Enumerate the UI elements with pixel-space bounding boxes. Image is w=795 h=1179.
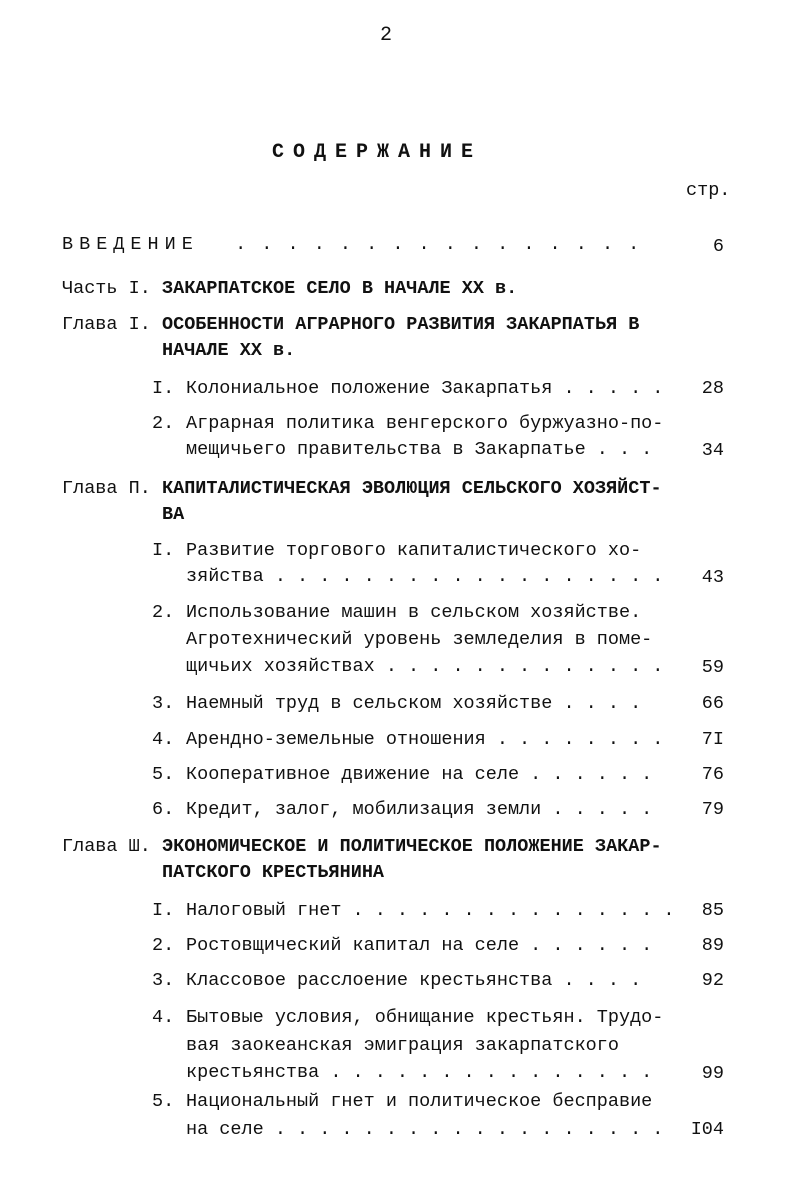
chapter1-label: Глава I.: [62, 314, 151, 335]
chapter2-section-number: 6.: [152, 799, 175, 820]
chapter3-section-page: 92: [701, 970, 724, 991]
chapter3-section-page: 99: [701, 1063, 724, 1084]
page-column-label: стр.: [686, 180, 731, 201]
chapter3-section-page: 89: [701, 935, 724, 956]
intro-label: ВВЕДЕНИЕ: [62, 234, 199, 255]
chapter3-section-number: 2.: [152, 935, 175, 956]
chapter3-section-number: 4.: [152, 1007, 175, 1028]
chapter1-title-line2: НАЧАЛЕ XX в.: [162, 340, 296, 361]
chapter1-section-number: I.: [152, 378, 175, 399]
chapter2-section-title: Наемный труд в сельском хозяйстве . . . .: [186, 693, 642, 714]
chapter2-section-title-cont: зяйства . . . . . . . . . . . . . . . . . .: [186, 566, 664, 587]
chapter3-label: Глава Ш.: [62, 836, 151, 857]
chapter2-section-number: 2.: [152, 602, 175, 623]
chapter2-section-title: Использование машин в сельском хозяйстве.: [186, 602, 642, 623]
chapter2-section-number: 5.: [152, 764, 175, 785]
chapter3-section-title: Бытовые условия, обнищание крестьян. Трудо-: [186, 1007, 664, 1028]
chapter3-section-title: Классовое расслоение крестьянства . . . .: [186, 970, 642, 991]
intro-page: 6: [712, 236, 724, 257]
chapter3-section-title-cont: крестьянства . . . . . . . . . . . . . . .: [186, 1062, 653, 1083]
chapter2-section-title: Развитие торгового капиталистического хо-: [186, 540, 642, 561]
chapter1-section-number: 2.: [152, 413, 175, 434]
chapter1-section-page: 34: [701, 440, 724, 461]
chapter2-section-title: Кооперативное движение на селе . . . . . .: [186, 764, 653, 785]
chapter2-section-title: Арендно-земельные отношения . . . . . . . .: [186, 729, 664, 750]
chapter3-section-page: I04: [690, 1119, 724, 1140]
chapter2-title-line2: ВА: [162, 504, 185, 525]
chapter3-section-page: 85: [701, 900, 724, 921]
page-number: 2: [380, 24, 393, 47]
chapter1-section-page: 28: [701, 378, 724, 399]
chapter1-title-line1: ОСОБЕННОСТИ АГРАРНОГО РАЗВИТИЯ ЗАКАРПАТЬЯ В: [162, 314, 640, 335]
chapter2-section-page: 66: [701, 693, 724, 714]
chapter3-section-number: I.: [152, 900, 175, 921]
chapter2-section-page: 7I: [701, 729, 724, 750]
chapter3-section-title: Ростовщический капитал на селе . . . . . .: [186, 935, 653, 956]
chapter3-section-title-cont: вая заокеанская эмиграция закарпатского: [186, 1035, 619, 1056]
part1-title: ЗАКАРПАТСКОЕ СЕЛО В НАЧАЛЕ XX в.: [162, 278, 518, 299]
chapter3-section-title-cont: на селе . . . . . . . . . . . . . . . . . .: [186, 1119, 664, 1140]
part1-label: Часть I.: [62, 278, 151, 299]
chapter2-section-title: Кредит, залог, мобилизация земли . . . . .: [186, 799, 653, 820]
chapter2-section-title-cont: щичьих хозяйствах . . . . . . . . . . . . .: [186, 656, 664, 677]
chapter2-section-number: 3.: [152, 693, 175, 714]
chapter2-label: Глава П.: [62, 478, 151, 499]
chapter2-title-line1: КАПИТАЛИСТИЧЕСКАЯ ЭВОЛЮЦИЯ СЕЛЬСКОГО ХОЗЯЙСТ-: [162, 478, 662, 499]
chapter1-section-title: Аграрная политика венгерского буржуазно-по-: [186, 413, 664, 434]
chapter2-section-number: 4.: [152, 729, 175, 750]
chapter3-section-title: Национальный гнет и политическое бесправие: [186, 1091, 653, 1112]
chapter2-section-page: 79: [701, 799, 724, 820]
chapter2-section-page: 59: [701, 657, 724, 678]
chapter3-section-title: Налоговый гнет . . . . . . . . . . . . . . .: [186, 900, 675, 921]
chapter3-title-line2: ПАТСКОГО КРЕСТЬЯНИНА: [162, 862, 385, 883]
chapter2-section-page: 76: [701, 764, 724, 785]
chapter3-section-number: 5.: [152, 1091, 175, 1112]
chapter2-section-number: I.: [152, 540, 175, 561]
chapter2-section-page: 43: [701, 567, 724, 588]
chapter1-section-title: Колониальное положение Закарпатья . . . . .: [186, 378, 664, 399]
chapter3-section-number: 3.: [152, 970, 175, 991]
intro-leader: . . . . . . . . . . . . . . . .: [222, 234, 642, 255]
chapter2-section-title-cont: Агротехнический уровень земледелия в поме-: [186, 629, 653, 650]
chapter3-title-line1: ЭКОНОМИЧЕСКОЕ И ПОЛИТИЧЕСКОЕ ПОЛОЖЕНИЕ ЗАКАР-: [162, 836, 662, 857]
page-title: СОДЕРЖАНИЕ: [272, 141, 483, 164]
chapter1-section-title-cont: мещичьего правительства в Закарпатье . . .: [186, 439, 653, 460]
